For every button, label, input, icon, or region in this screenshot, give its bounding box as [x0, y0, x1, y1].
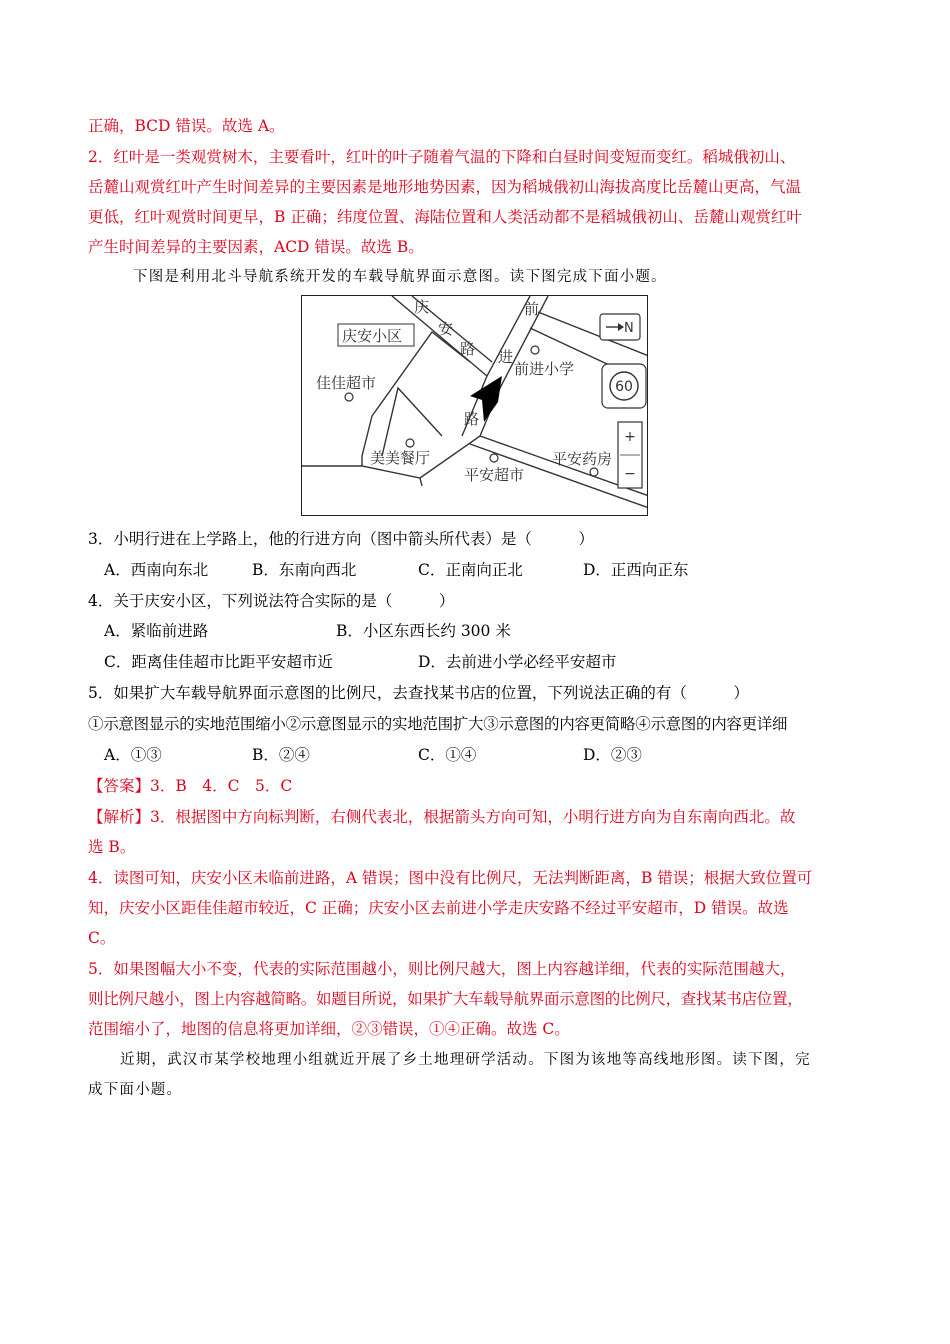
q3-option-d: D．正西向正东	[583, 561, 689, 579]
q5-option-b: B．②④	[252, 746, 310, 764]
road-char-jin: 进	[498, 348, 514, 366]
intro-navigation-map: 下图是利用北斗导航系统开发的车载导航界面示意图。读下图完成下面小题。	[133, 269, 667, 285]
label-qingan-xiaoqu: 庆安小区	[342, 327, 403, 345]
label-jiajia-chaoshi: 佳佳超市	[316, 374, 377, 392]
road-char-qian: 前	[524, 300, 540, 318]
navigation-map-figure	[301, 295, 648, 516]
analysis-q3-line-2: 选 B。	[88, 838, 136, 856]
q5-option-c: C．①④	[418, 746, 477, 764]
road-char-qing: 庆	[414, 298, 430, 316]
q3-option-b: B．东南向西北	[252, 561, 357, 579]
answer-text: 3．B 4．C 5．C	[150, 777, 293, 795]
analysis-q5-line-3: 范围缩小了，地图的信息将更加详细，②③错误，①④正确。故选 C。	[88, 1020, 570, 1038]
q4-option-c: C．距离佳佳超市比距平安超市近	[104, 653, 333, 671]
road-char-lu-1: 路	[460, 340, 476, 358]
answer-tag: 【答案】	[88, 777, 151, 795]
qianjin-xiaoxue-marker	[531, 346, 539, 354]
pingan-yaofang-marker	[590, 468, 598, 476]
q2-explanation-line-1: 2．红叶是一类观赏树木，主要看叶，红叶的叶子随着气温的下降和白昼时间变短而变红。稻城俄初山、	[88, 148, 796, 166]
q5-stem: 5．如果扩大车载导航界面示意图的比例尺，去查找某书店的位置，下列说法正确的有（ ）	[88, 684, 749, 702]
q3-option-a: A．西南向东北	[104, 561, 209, 579]
intro-contour-map-line-2: 成下面小题。	[88, 1082, 183, 1098]
q4-stem: 4．关于庆安小区，下列说法符合实际的是（ ）	[88, 592, 455, 610]
road-char-an: 安	[438, 320, 454, 338]
road-char-lu-2: 路	[464, 410, 480, 428]
answer-line	[88, 776, 292, 796]
zoom-out-button[interactable]: −	[624, 466, 636, 482]
analysis-q4-line-2: 知，庆安小区距佳佳超市较近，C 正确；庆安小区去前进小学走庆安路不经过平安超市，D 错误。故选	[88, 899, 789, 917]
q4-option-b: B．小区东西长约 300 米	[336, 622, 511, 640]
q5-option-a: A．①③	[104, 746, 162, 764]
analysis-q3-text-1: 3．根据图中方向标判断，右侧代表北，根据箭头方向可知，小明行进方向为自东南向西北。故	[150, 808, 796, 826]
jiajia-chaoshi-marker	[345, 393, 353, 401]
prev-explanation-tail: 正确，BCD 错误。故选 A。	[88, 117, 285, 135]
analysis-q4-line-1: 4．读图可知，庆安小区未临前进路，A 错误；图中没有比例尺，无法判断距离，B 错误；根据大致位置可	[88, 869, 813, 887]
analysis-q5-line-1: 5．如果图幅大小不变，代表的实际范围越小，则比例尺越大，图上内容越详细，代表的实际范围越大，	[88, 960, 796, 978]
label-pingan-chaoshi: 平安超市	[464, 466, 525, 484]
analysis-tag: 【解析】	[88, 808, 151, 826]
label-qianjin-xiaoxue: 前进小学	[514, 360, 575, 378]
navigation-map-svg	[302, 296, 648, 516]
q4-option-a: A．紧临前进路	[104, 622, 209, 640]
q3-option-c: C．正南向正北	[418, 561, 523, 579]
speed-limit-value: 60	[615, 379, 633, 395]
label-meimei-canting: 美美餐厅	[370, 449, 431, 467]
north-label: N	[624, 321, 634, 336]
q5-option-d: D．②③	[583, 746, 642, 764]
analysis-q5-line-2: 则比例尺越小，图上内容越简略。如题目所说，如果扩大车载导航界面示意图的比例尺，查找某书店位置，	[88, 990, 803, 1008]
q2-explanation-line-4: 产生时间差异的主要因素，ACD 错误。故选 B。	[88, 238, 424, 256]
label-pingan-yaofang: 平安药房	[552, 450, 613, 468]
zoom-in-button[interactable]: +	[624, 429, 636, 445]
q5-statements: ①示意图显示的实地范围缩小②示意图显示的实地范围扩大③示意图的内容更简略④示意图的内容更详细	[88, 715, 788, 733]
q4-option-d: D．去前进小学必经平安超市	[418, 653, 617, 671]
intro-contour-map-line-1: 近期，武汉市某学校地理小组就近开展了乡土地理研学活动。下图为该地等高线地形图。读下图，完	[120, 1052, 811, 1068]
q3-stem: 3．小明行进在上学路上，他的行进方向（图中箭头所代表）是（ ）	[88, 530, 594, 548]
analysis-q4-line-3: C。	[88, 929, 116, 947]
pingan-chaoshi-marker	[490, 454, 498, 462]
q2-explanation-line-2: 岳麓山观赏红叶产生时间差异的主要因素是地形地势因素，因为稻城俄初山海拔高度比岳麓山更高，气温	[88, 178, 802, 196]
q2-explanation-line-3: 更低，红叶观赏时间更早，B 正确；纬度位置、海陆位置和人类活动都不是稻城俄初山、岳麓山观赏红叶	[88, 208, 802, 226]
meimei-canting-marker	[406, 439, 414, 447]
analysis-q3-line-1	[88, 807, 795, 827]
